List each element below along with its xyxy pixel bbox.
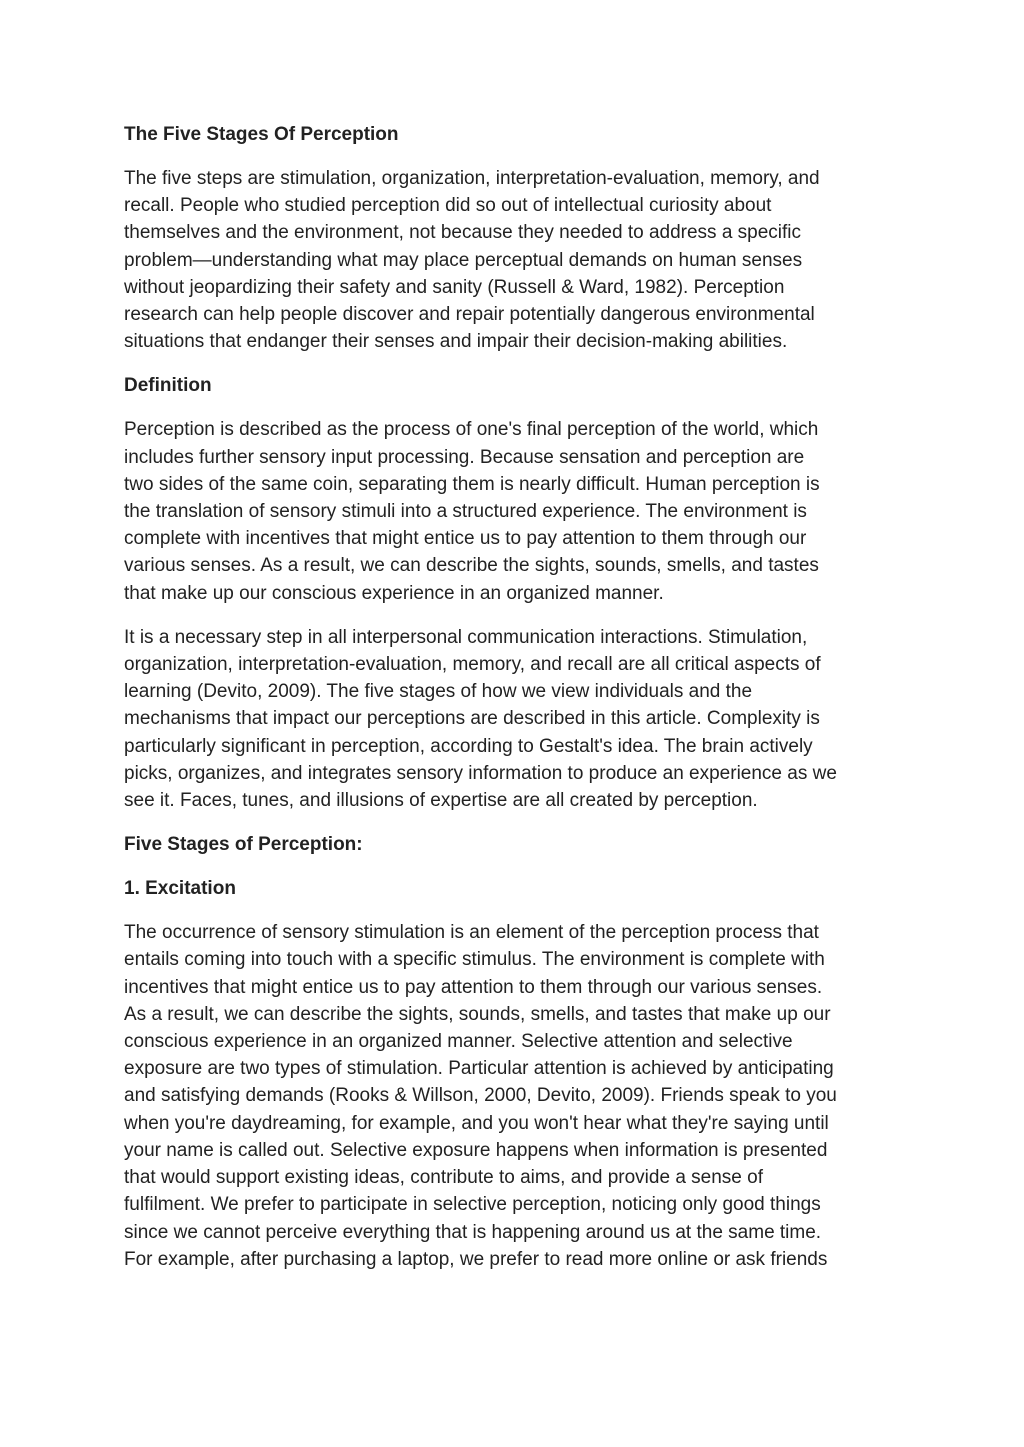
heading-text: 1. Excitation	[124, 878, 236, 900]
text-line: recall. People who studied perception did so out of intellectual curiosity about	[124, 195, 772, 217]
excitation-heading	[124, 875, 900, 902]
text-line: your name is called out. Selective exposure happens when information is presented	[124, 1139, 828, 1161]
text-line: the translation of sensory stimuli into a structured experience. The environment is	[124, 501, 807, 523]
text-line: The occurrence of sensory stimulation is an element of the perception process that	[124, 922, 819, 944]
text-line: organization, interpretation-evaluation, memory, and recall are all critical aspects of	[124, 654, 821, 676]
page-title	[124, 121, 900, 148]
text-line: mechanisms that impact our perceptions are described in this article. Complexity is	[124, 708, 820, 730]
text-line: particularly significant in perception, according to Gestalt's idea. The brain actively	[124, 735, 813, 757]
text-line: that make up our conscious experience in an organized manner.	[124, 582, 664, 604]
text-line: complete with incentives that might entice us to pay attention to them through our	[124, 528, 807, 550]
text-line: themselves and the environment, not because they needed to address a specific	[124, 222, 802, 244]
text-line: fulfilment. We prefer to participate in selective perception, noticing only good things	[124, 1194, 821, 1216]
text-line: when you're daydreaming, for example, and you won't hear what they're saying until	[124, 1112, 829, 1134]
definition-heading	[124, 372, 900, 399]
five-stages-heading	[124, 831, 900, 858]
text-line: two sides of the same coin, separating them is nearly difficult. Human perception is	[124, 473, 820, 495]
heading-text: Five Stages of Perception:	[124, 834, 363, 856]
text-line: For example, after purchasing a laptop, we prefer to read more online or ask friends	[124, 1248, 828, 1270]
excitation-paragraph	[124, 919, 900, 1273]
heading-text: The Five Stages Of Perception	[124, 124, 399, 145]
definition-paragraph	[124, 416, 900, 606]
text-line: various senses. As a result, we can describe the sights, sounds, smells, and tastes	[124, 555, 819, 577]
text-line: conscious experience in an organized manner. Selective attention and selective	[124, 1031, 793, 1053]
heading-text: Definition	[124, 375, 212, 397]
text-line: exposure are two types of stimulation. Particular attention is achieved by anticipating	[124, 1058, 834, 1080]
text-line: research can help people discover and repair potentially dangerous environmental	[124, 304, 815, 326]
text-line: entails coming into touch with a specific stimulus. The environment is complete with	[124, 949, 825, 971]
text-line: incentives that might entice us to pay attention to them through our various senses.	[124, 976, 823, 998]
document-page	[124, 121, 900, 1290]
intro-paragraph	[124, 165, 900, 355]
text-line: learning (Devito, 2009). The five stages of how we view individuals and the	[124, 681, 753, 703]
text-line: and satisfying demands (Rooks & Willson, 2000, Devito, 2009). Friends speak to you	[124, 1085, 837, 1107]
text-line: As a result, we can describe the sights, sounds, smells, and tastes that make up our	[124, 1003, 831, 1025]
communication-paragraph	[124, 624, 900, 814]
text-line: problem—understanding what may place perceptual demands on human senses	[124, 249, 803, 271]
text-line: situations that endanger their senses and impair their decision-making abilities.	[124, 331, 788, 353]
text-line: It is a necessary step in all interpersonal communication interactions. Stimulation,	[124, 626, 808, 648]
text-line: includes further sensory input processing. Because sensation and perception are	[124, 446, 805, 468]
text-line: picks, organizes, and integrates sensory information to produce an experience as we	[124, 762, 837, 784]
text-line: see it. Faces, tunes, and illusions of expertise are all created by perception.	[124, 790, 758, 812]
text-line: The five steps are stimulation, organization, interpretation-evaluation, memory, and	[124, 168, 820, 189]
text-line: that would support existing ideas, contribute to aims, and provide a sense of	[124, 1167, 763, 1189]
text-line: Perception is described as the process of one's final perception of the world, which	[124, 419, 819, 441]
text-line: without jeopardizing their safety and sanity (Russell & Ward, 1982). Perception	[124, 276, 785, 298]
text-line: since we cannot perceive everything that is happening around us at the same time.	[124, 1221, 822, 1243]
